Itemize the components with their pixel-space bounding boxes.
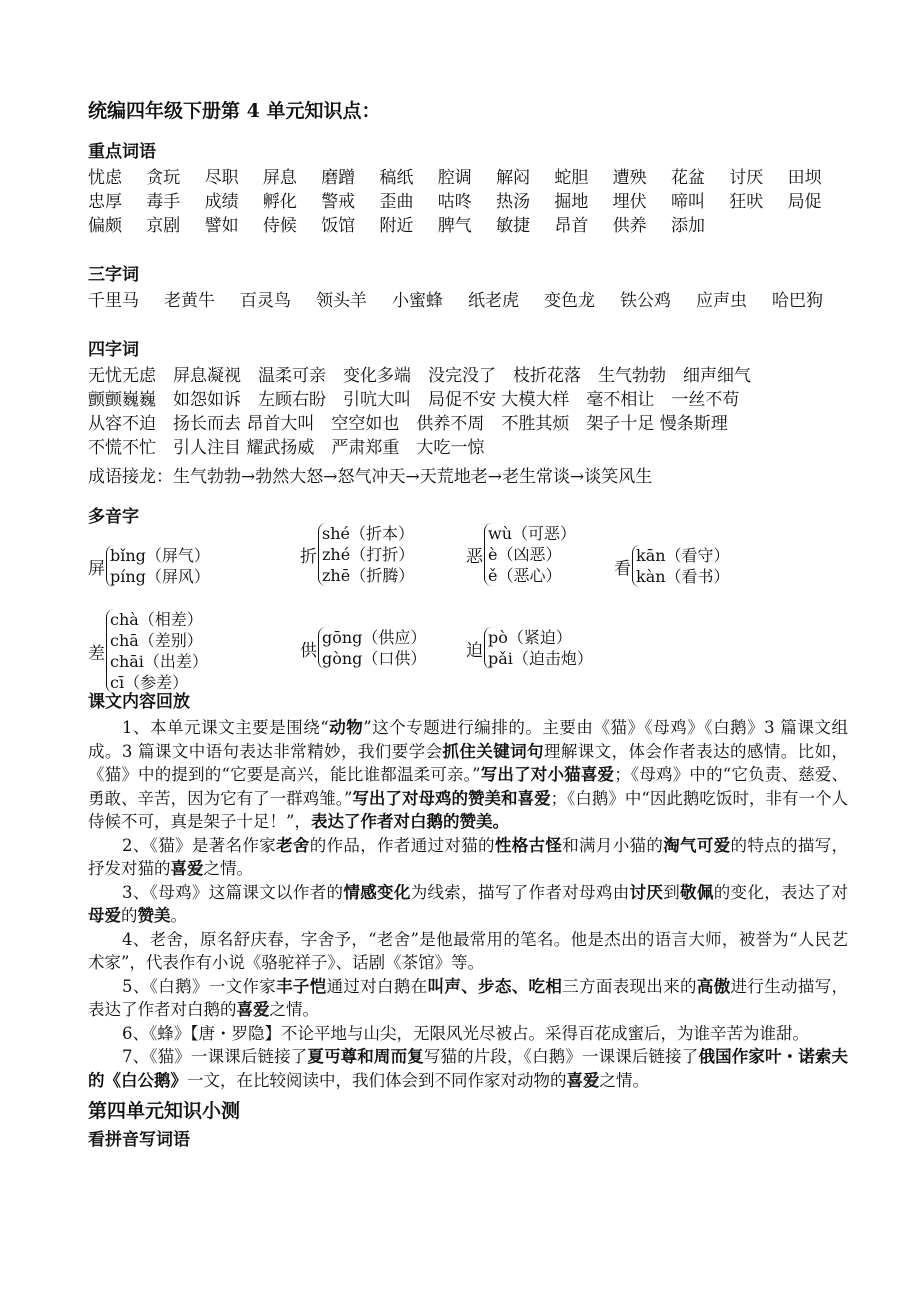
emphasis: 抓住关键词句 <box>442 741 544 761</box>
polyphone-reading: kàn（看书） <box>636 567 730 586</box>
three-char-word: 领头羊 <box>316 291 367 311</box>
polyphone-groups <box>88 524 848 692</box>
text: 的 <box>121 906 138 925</box>
polyphone-reading: kān（看守） <box>636 546 730 565</box>
key-word: 稿纸 <box>379 168 414 188</box>
polyphone-char: 屏 <box>88 558 105 579</box>
key-word: 敏捷 <box>496 216 531 236</box>
key-word: 侍候 <box>262 216 297 236</box>
key-word: 田坝 <box>787 168 822 188</box>
four-char-row: 无忧无虑 屏息凝视 温柔可亲 变化多端 没完没了 枝折花落 生气勃勃 细声细气 <box>88 366 751 386</box>
text: ；《母鸡》中的“它负责、慈爱、勇敢、辛苦，因为它有了一群鸡雏。” <box>88 765 849 808</box>
emphasis: 喜爱 <box>566 1070 600 1090</box>
key-words-row <box>88 166 848 190</box>
review-paragraph-5 <box>88 975 848 1022</box>
polyphone-reading: gōng（供应） <box>322 628 427 647</box>
polyphone-readings <box>318 627 426 669</box>
text: 理解课文，体会作者表达的感情。比如，《猫》中的提到的“它要是高兴，能比谁都温柔可亲。” <box>88 741 849 784</box>
review-paragraph-3 <box>88 881 848 928</box>
quiz-heading: 第四单元知识小测 <box>88 1100 241 1122</box>
three-char-word: 纸老虎 <box>468 291 519 311</box>
polyphone-group <box>88 545 210 587</box>
polyphone-char: 折 <box>300 547 317 567</box>
three-char-word: 变色龙 <box>544 291 595 311</box>
emphasis: 喜爱 <box>170 859 204 878</box>
polyphone-reading: wù（可恶） <box>488 524 577 543</box>
text: 到 <box>663 882 681 902</box>
page-title: 统编四年级下册第 4 单元知识点： <box>88 100 381 122</box>
three-char-word: 百灵鸟 <box>240 291 291 311</box>
key-word: 尽职 <box>204 168 239 188</box>
key-word: 掘地 <box>554 192 589 212</box>
key-word: 成绩 <box>204 192 239 212</box>
polyphone-group <box>614 545 730 587</box>
emphasis: 丰子恺 <box>276 976 327 996</box>
key-word: 遭殃 <box>612 168 647 188</box>
polyphone-group <box>300 523 414 586</box>
text: ”这个专题进行编排的。主要由《猫》《母鸡》《白鹅》3 篇课文组成。3 篇课文中语句表达非常精妙，我们要学会 <box>88 718 848 761</box>
emphasis: 淘气可爱 <box>663 835 731 855</box>
text: 一文，在比较阅读中，我们体会到不同作家对动物的 <box>187 1070 567 1090</box>
text: 之情。 <box>203 859 253 878</box>
text: 的作品，作者通过对猫的 <box>309 835 495 855</box>
key-words-heading: 重点词语 <box>88 142 156 162</box>
emphasis: 写出了对小猫喜爱 <box>480 765 615 784</box>
review-paragraph-4: 4、老舍，原名舒庆春，字舍予，“老舍”是他最常用的笔名。他是杰出的语言大师，被誉为“人民艺术家”，代表作有小说《骆驼祥子》、话剧《茶馆》等。 <box>88 929 848 972</box>
polyphone-char: 看 <box>614 558 631 579</box>
key-word: 局促 <box>787 192 822 212</box>
key-word: 讨厌 <box>729 168 764 188</box>
text: 的特点的描写，抒发对猫的 <box>88 835 849 878</box>
emphasis: 母爱 <box>88 906 121 925</box>
key-word: 啼叫 <box>670 192 705 212</box>
polyphone-reading: bǐng（屏气） <box>110 546 210 565</box>
review-paragraph-6: 6、《蜂》【唐・罗隐】不论平地与山尖，无限风光尽被占。采得百花成蜜后，为谁辛苦为谁甜。 <box>122 1023 809 1043</box>
emphasis: 敬佩 <box>680 882 714 902</box>
polyphone-char: 供 <box>300 640 317 661</box>
key-words-row <box>88 214 848 238</box>
text: 为线索，描写了作者对母鸡由 <box>410 882 630 902</box>
polyphone-char: 迫 <box>466 640 483 661</box>
quiz-subheading: 看拼音写词语 <box>88 1130 190 1150</box>
three-char-word: 哈巴狗 <box>772 291 823 311</box>
key-word: 添加 <box>670 216 705 236</box>
text: ；《白鹅》中“因此鹅吃饭时，非有一个人侍候不可，真是架子十足！”， <box>88 788 849 831</box>
four-char-row: 不慌不忙 引人注目 耀武扬威 严肃郑重 大吃一惊 <box>88 438 485 458</box>
polyphone-char: 差 <box>88 643 105 664</box>
text: 7、《猫》一课课后链接了 <box>122 1047 308 1066</box>
key-words-list <box>88 166 848 238</box>
key-word: 磨蹭 <box>321 168 356 188</box>
polyphone-reading: gòng（口供） <box>322 649 427 668</box>
key-word: 忧虑 <box>88 168 122 188</box>
key-word: 昂首 <box>554 216 589 236</box>
key-word: 花盆 <box>670 168 705 188</box>
polyphone-reading: è（凶恶） <box>488 545 562 564</box>
polyphone-char: 恶 <box>466 547 483 567</box>
key-word: 贪玩 <box>146 168 181 188</box>
key-word: 忠厚 <box>88 192 122 212</box>
text: 和满月小猫的 <box>562 835 664 855</box>
key-word: 脾气 <box>437 216 472 236</box>
key-word: 警戒 <box>321 192 356 212</box>
four-char-heading: 四字词 <box>88 340 139 360</box>
polyphone-reading: chāi（出差） <box>110 652 208 671</box>
four-char-row: 从容不迫 扬长而去 昂首大叫 空空如也 供养不周 不胜其烦 架子十足 慢条斯理 <box>88 414 728 434</box>
key-word: 腔调 <box>437 168 472 188</box>
polyphone-group <box>466 627 593 669</box>
polyphone-heading: 多音字 <box>88 507 139 527</box>
key-word: 解闷 <box>496 168 531 188</box>
key-word: 热汤 <box>496 192 531 212</box>
text: 1、本单元课文主要是围绕“ <box>122 718 329 737</box>
key-word: 屏息 <box>262 168 297 188</box>
idiom-chain: 成语接龙：生气勃勃→勃然大怒→怒气冲天→天荒地老→老生常谈→谈笑风生 <box>88 467 653 487</box>
polyphone-readings <box>106 609 208 693</box>
key-word: 偏颇 <box>88 216 122 236</box>
text: 之情。 <box>599 1070 649 1090</box>
polyphone-readings <box>484 627 593 669</box>
polyphone-reading: chā（差别） <box>110 631 203 650</box>
four-char-list <box>88 364 848 460</box>
emphasis: 情感变化 <box>343 882 411 902</box>
text: 三方面表现出来的 <box>562 976 697 996</box>
text: 写猫的片段，《白鹅》一课课后链接了 <box>423 1047 699 1066</box>
key-word: 毒手 <box>146 192 181 212</box>
three-char-word: 小蜜蜂 <box>392 291 443 311</box>
review-heading: 课文内容回放 <box>88 692 190 712</box>
emphasis: 表达了作者对白鹅的赞美。 <box>310 812 509 831</box>
key-words-row <box>88 190 848 214</box>
key-word: 饭馆 <box>321 216 356 236</box>
polyphone-readings <box>632 545 730 587</box>
polyphone-reading: píng（屏风） <box>110 567 210 586</box>
polyphone-reading: pǎi（迫击炮） <box>488 649 593 668</box>
emphasis: 喜爱 <box>236 1000 270 1019</box>
text: 的变化，表达了对 <box>713 882 849 902</box>
three-char-word: 应声虫 <box>696 291 747 311</box>
polyphone-reading: pò（紧迫） <box>488 628 572 647</box>
key-word: 供养 <box>612 216 647 236</box>
polyphone-reading: shé（折本） <box>322 524 414 543</box>
emphasis: 讨厌 <box>629 882 664 902</box>
key-word: 咕咚 <box>437 192 472 212</box>
emphasis: 赞美 <box>137 906 171 925</box>
polyphone-readings <box>484 523 576 586</box>
three-char-word: 铁公鸡 <box>620 291 671 311</box>
polyphone-readings <box>318 523 414 586</box>
three-char-heading: 三字词 <box>88 265 139 285</box>
emphasis: 俄国作家叶・诺索夫的《白公鹅》 <box>88 1047 849 1090</box>
emphasis: 叫声、步态、吃相 <box>427 976 563 996</box>
text: 通过对白鹅在 <box>326 976 428 996</box>
three-char-word: 千里马 <box>88 291 139 311</box>
key-word: 孵化 <box>262 192 297 212</box>
polyphone-reading: cī（参差） <box>110 673 189 692</box>
key-word: 附近 <box>379 216 414 236</box>
polyphone-group <box>88 609 208 693</box>
text: 3、《母鸡》这篇课文以作者的 <box>122 882 344 902</box>
polyphone-reading: zhé（打折） <box>322 545 415 564</box>
polyphone-readings <box>106 545 210 587</box>
polyphone-reading: zhē（折腾） <box>322 566 415 585</box>
text: 。 <box>170 906 187 925</box>
three-char-list <box>88 289 848 313</box>
review-paragraph-7 <box>88 1045 848 1092</box>
key-word: 埋伏 <box>612 192 647 212</box>
review-paragraph-1 <box>88 716 848 834</box>
emphasis: 动物 <box>328 718 364 737</box>
emphasis: 性格古怪 <box>494 835 563 855</box>
text: 2、《猫》是著名作家 <box>122 835 277 855</box>
text: 进行生动描写，表达了作者对白鹅的 <box>88 976 849 1019</box>
key-word: 京剧 <box>146 216 181 236</box>
four-char-row: 颤颤巍巍 如怨如诉 左顾右盼 引吭大叫 局促不安 大模大样 毫不相让 一丝不苟 <box>88 390 740 410</box>
emphasis: 高傲 <box>696 976 731 996</box>
key-word: 狂吠 <box>729 192 764 212</box>
polyphone-group <box>466 523 576 586</box>
document-page <box>88 96 848 1154</box>
emphasis: 写出了对母鸡的赞美和喜爱 <box>352 788 551 808</box>
polyphone-group <box>300 627 426 669</box>
polyphone-reading: chà（相差） <box>110 610 203 629</box>
key-word: 蛇胆 <box>554 168 589 188</box>
polyphone-reading: ě（恶心） <box>488 566 562 585</box>
emphasis: 老舍 <box>276 835 310 855</box>
key-word: 歪曲 <box>379 192 414 212</box>
emphasis: 夏丏尊和周而复 <box>307 1047 424 1066</box>
review-paragraph-2 <box>88 834 848 881</box>
three-char-word: 老黄牛 <box>164 291 215 311</box>
text: 之情。 <box>269 1000 319 1019</box>
key-word: 譬如 <box>204 216 239 236</box>
text: 5、《白鹅》一文作家 <box>122 976 277 996</box>
